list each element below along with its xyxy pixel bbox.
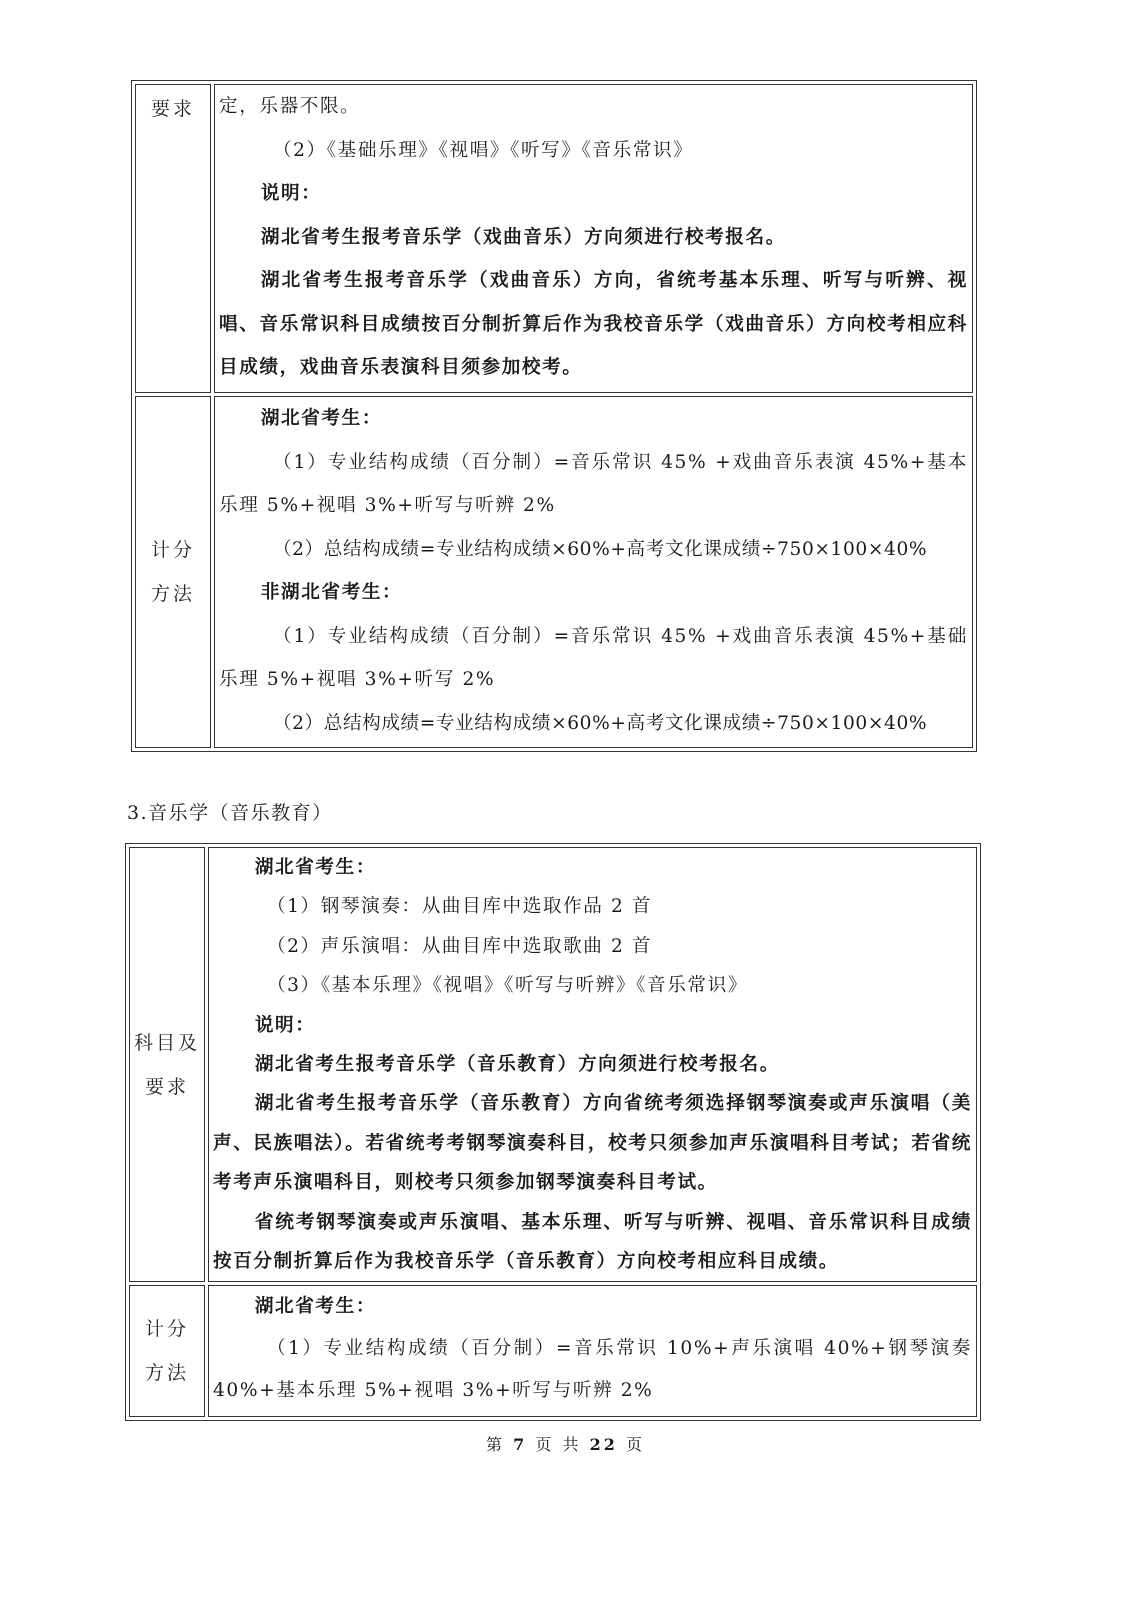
group-heading: 湖北省考生： bbox=[260, 408, 383, 429]
total-pages-number: 22 bbox=[589, 1435, 618, 1454]
text-line: （2）《基础乐理》《视唱》《听写》《音乐常识》 bbox=[272, 139, 694, 161]
footer-suffix: 页 bbox=[625, 1435, 645, 1454]
scoring-table-music-education bbox=[125, 843, 981, 1421]
table-row-scoring bbox=[129, 1285, 977, 1417]
group-heading: 湖北省考生： bbox=[254, 1296, 377, 1318]
section-heading: 3.音乐学（音乐教育） bbox=[127, 802, 333, 824]
text-line: 定，乐器不限。 bbox=[219, 96, 361, 117]
formula-line: （2）总结构成绩=专业结构成绩×60%+高考文化课成绩÷750×100×40% bbox=[272, 538, 928, 560]
row-label-scoring bbox=[135, 396, 211, 748]
text-line: （1）钢琴演奏：从曲目库中选取作品 2 首 bbox=[266, 896, 653, 918]
footer-middle: 页 共 bbox=[535, 1435, 582, 1454]
row-label-text: 方法 bbox=[144, 1362, 189, 1385]
note-label: 说明： bbox=[254, 1014, 316, 1036]
footer-prefix: 第 bbox=[486, 1435, 506, 1454]
formula-line: （1）专业结构成绩（百分制）=音乐常识 10%+声乐演唱 40%+钢琴演奏 40%+基本乐理 5%+视唱 3%+听写与听辨 2% bbox=[213, 1338, 972, 1402]
table-row-requirements bbox=[135, 84, 973, 393]
requirements-content bbox=[214, 84, 973, 393]
text-line: 湖北省考生报考音乐学（戏曲音乐）方向须进行校考报名。 bbox=[260, 226, 786, 248]
group-heading: 非湖北省考生： bbox=[260, 582, 403, 603]
page-footer bbox=[0, 1432, 1131, 1455]
row-label-text: 方法 bbox=[150, 583, 195, 605]
text-line: （2）声乐演唱：从曲目库中选取歌曲 2 首 bbox=[266, 935, 653, 957]
row-label-scoring bbox=[129, 1285, 205, 1417]
scoring-content bbox=[214, 396, 973, 748]
formula-line: （1）专业结构成绩（百分制）=音乐常识 45% +戏曲音乐表演 45%+基础乐理 5%+视唱 3%+听写 2% bbox=[219, 625, 968, 690]
note-label: 说明： bbox=[260, 183, 322, 204]
table-row-scoring bbox=[135, 396, 973, 748]
scoring-content bbox=[208, 1285, 977, 1417]
current-page-number: 7 bbox=[513, 1435, 528, 1454]
subjects-content bbox=[208, 847, 977, 1282]
group-heading: 湖北省考生： bbox=[254, 857, 377, 878]
text-paragraph: 湖北省考生报考音乐学（音乐教育）方向省统考须选择钢琴演奏或声乐演唱（美声、民族唱法）。若省统考考钢琴演奏科目，校考只须参加声乐演唱科目考试；若省统考考声乐演唱科目，则校考只须参加钢琴演奏科目考试。 bbox=[213, 1093, 972, 1194]
scoring-table-opera-music bbox=[131, 80, 977, 752]
formula-line: （1）专业结构成绩（百分制）=音乐常识 45% +戏曲音乐表演 45%+基本乐理 5%+视唱 3%+听写与听辨 2% bbox=[219, 451, 968, 516]
row-label-text: 计分 bbox=[150, 539, 195, 561]
row-label-text: 要求 bbox=[144, 1075, 189, 1098]
formula-line: （2）总结构成绩=专业结构成绩×60%+高考文化课成绩÷750×100×40% bbox=[272, 712, 928, 734]
row-label-text: 计分 bbox=[144, 1318, 189, 1341]
text-paragraph: 湖北省考生报考音乐学（戏曲音乐）方向，省统考基本乐理、听写与听辨、视唱、音乐常识科目成绩按百分制折算后作为我校音乐学（戏曲音乐）方向校考相应科目成绩，戏曲音乐表演科目须参加校考。 bbox=[219, 270, 968, 378]
text-line: 湖北省考生报考音乐学（音乐教育）方向须进行校考报名。 bbox=[254, 1054, 780, 1076]
text-paragraph: 省统考钢琴演奏或声乐演唱、基本乐理、听写与听辨、视唱、音乐常识科目成绩按百分制折算后作为我校音乐学（音乐教育）方向校考相应科目成绩。 bbox=[213, 1211, 972, 1273]
row-label-requirements bbox=[135, 84, 211, 393]
row-label-text: 科目及 bbox=[133, 1031, 200, 1054]
table-row-subjects bbox=[129, 847, 977, 1282]
text-line: （3）《基本乐理》《视唱》《听写与听辨》《音乐常识》 bbox=[266, 975, 749, 997]
row-label-subjects bbox=[129, 847, 205, 1282]
row-label-text: 要求 bbox=[150, 98, 195, 120]
